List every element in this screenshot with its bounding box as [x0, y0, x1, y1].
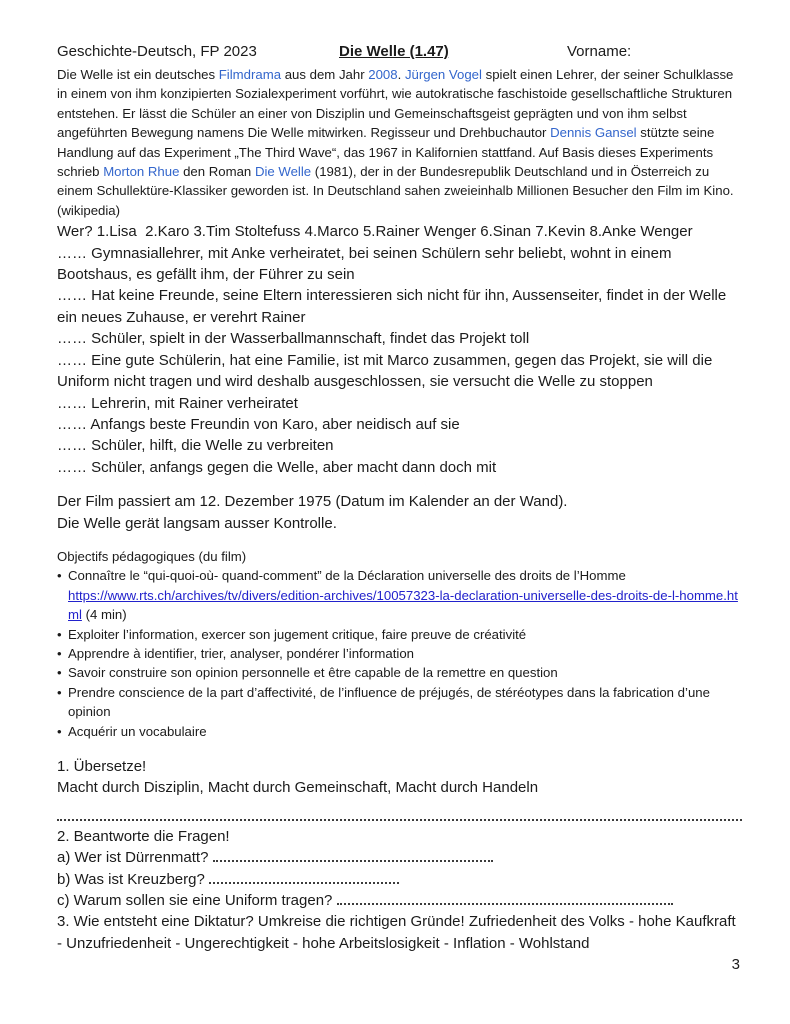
- link-duration: (4 min): [81, 607, 127, 623]
- who-question: Wer? 1.Lisa 2.Karo 3.Tim Stoltefuss 4.Marco 5.Rainer Wenger 6.Sinan 7.Kevin 8.Anke Wenger: [57, 223, 693, 241]
- inline-text: “, das 1967 in Kalifornien stattfand. Auf Basis dieses Experiments schrieb: [57, 144, 714, 180]
- objective-item: [57, 625, 742, 644]
- inline-text: (1981), der in der Bundesrepublik Deutschland und in Österreich zu einem Schullektüre-Klassiker geworden ist. In Deutschland sahen zweieinhalb Millionen Besucher den Film im Kino. (wikipedia): [57, 164, 734, 218]
- question-b-text: b) Was ist Kreuzberg?: [57, 870, 205, 888]
- answer-blank: [213, 847, 493, 862]
- inline-text: spielt einen Lehrer, der seiner Schulklasse in einem von ihm konzipierten Sozialexperiment vorführt, wie autokratische faschistoide gesellschaftliche Strukturen entstehen. Er lässt die Schüler an einer von Disziplin und Gemeinschaftsgeist geprägten und von ihm selbst angeführten Bewegung namens Die Welle mitwirken. Regisseur und Drehbuchautor: [57, 67, 734, 141]
- objective-text: Connaître le “qui-quoi-où- quand-comment” de la Déclaration universelle des droits de l’Homme: [68, 568, 626, 584]
- who-section: [57, 221, 742, 478]
- bullet-icon: •: [57, 626, 62, 642]
- objective-item: [57, 566, 742, 585]
- bullet-icon: •: [57, 568, 62, 584]
- exercise-1-title: 1. Übersetze!: [57, 758, 147, 775]
- who-item: …… Eine gute Schülerin, hat eine Familie, ist mit Marco zusammen, gegen das Projekt, sie will die Uniform nicht tragen und wird deshalb ausgeschlossen, sie versucht die Welle zu stoppen: [57, 351, 713, 391]
- page-title: Die Welle (1.47): [339, 43, 449, 60]
- objective-item: [57, 663, 742, 682]
- intro-paragraph: [57, 65, 742, 220]
- inline-text: .: [397, 67, 405, 82]
- bullet-icon: •: [57, 723, 62, 739]
- bullet-icon: •: [57, 665, 62, 681]
- film-note-date: Der Film passiert am 12. Dezember 1975 (Datum im Kalender an der Wand).: [57, 493, 568, 511]
- exercise-3-text: 3. Wie entsteht eine Diktatur? Umkreise die richtigen Gründe! Zufriedenheit des Volks - hohe Kaufkraft - Unzufriedenheit - Ungerechtigkeit - hohe Arbeitslosigkeit - Inflation - Wohlstand: [57, 913, 736, 952]
- wiki-link[interactable]: Filmdrama: [218, 67, 282, 82]
- objective-item: [57, 722, 742, 741]
- objective-item: [57, 683, 742, 722]
- film-notes: [57, 491, 742, 534]
- who-item: …… Lehrerin, mit Rainer verheiratet: [57, 394, 298, 412]
- inline-text: stützte seine Handlung auf das Experiment „The Third Wave: [57, 125, 715, 160]
- who-item: …… Schüler, anfangs gegen die Welle, aber macht dann doch mit: [57, 458, 497, 476]
- who-item: …… Schüler, spielt in der Wasserballmannschaft, findet das Projekt toll: [57, 330, 530, 348]
- page-header: [57, 42, 742, 62]
- question-a: [57, 847, 742, 868]
- wiki-link[interactable]: 2008: [368, 67, 398, 82]
- answer-blank-line: [57, 806, 742, 821]
- inline-text: aus dem Jahr: [281, 67, 369, 82]
- bullet-icon: •: [57, 684, 62, 700]
- question-c: [57, 890, 742, 911]
- inline-text: Die Welle ist ein deutsches: [57, 67, 219, 82]
- wiki-link[interactable]: Dennis Gansel: [550, 125, 637, 141]
- question-b: [57, 869, 742, 890]
- exercise-1-text: Macht durch Disziplin, Macht durch Gemeinschaft, Macht durch Handeln: [57, 779, 539, 797]
- film-note-control: Die Welle gerät langsam ausser Kontrolle.: [57, 514, 337, 532]
- objectives-heading: Objectifs pédagogiques (du film): [57, 548, 247, 564]
- objective-item: [57, 644, 742, 663]
- objective-text: Prendre conscience de la part d’affectivité, de l’influence de préjugés, de stéréotypes dans la fabrication d’une opinion: [68, 684, 710, 720]
- who-item: …… Anfangs beste Freundin von Karo, aber neidisch auf sie: [57, 415, 460, 433]
- exercises-section: [57, 756, 742, 954]
- objective-link-line: [57, 586, 742, 625]
- who-item: …… Hat keine Freunde, seine Eltern interessieren sich nicht für ihn, Aussenseiter, findet in der Welle ein neues Zuhause, er verehrt Rainer: [57, 287, 727, 326]
- exercise-2-title: 2. Beantworte die Fragen!: [57, 827, 230, 845]
- name-field-label: Vorname:: [567, 43, 632, 60]
- objectives-section: [57, 547, 742, 741]
- answer-blank: [209, 869, 399, 884]
- objective-text: Apprendre à identifier, trier, analyser, pondérer l’information: [68, 645, 414, 661]
- wiki-link[interactable]: Die Welle: [254, 164, 312, 180]
- question-a-text: a) Wer ist Dürrenmatt?: [57, 849, 209, 867]
- wiki-link[interactable]: Morton Rhue: [103, 164, 180, 180]
- objective-text: Savoir construire son opinion personnelle et être capable de la remettre en question: [68, 665, 558, 681]
- who-item: …… Schüler, hilft, die Welle zu verbreiten: [57, 437, 334, 455]
- rts-archive-link[interactable]: https://www.rts.ch/archives/tv/divers/edition-archives/10057323-la-declaration-universelle-des-droits-de-l-homme.html: [68, 587, 738, 623]
- page-number: 3: [731, 956, 740, 974]
- who-item: …… Gymnasiallehrer, mit Anke verheiratet, bei seinen Schülern sehr beliebt, wohnt in einem Bootshaus, es gefällt ihm, der Führer zu sein: [57, 244, 672, 284]
- inline-text: den Roman: [179, 164, 255, 180]
- course-label: Geschichte-Deutsch, FP 2023: [57, 43, 257, 60]
- question-c-text: c) Warum sollen sie eine Uniform tragen?: [57, 892, 333, 910]
- wiki-link[interactable]: Jürgen Vogel: [404, 67, 482, 82]
- objective-text: Acquérir un vocabulaire: [68, 723, 207, 739]
- objective-text: Exploiter l’information, exercer son jugement critique, faire preuve de créativité: [68, 626, 527, 642]
- bullet-icon: •: [57, 645, 62, 661]
- answer-blank: [337, 890, 673, 905]
